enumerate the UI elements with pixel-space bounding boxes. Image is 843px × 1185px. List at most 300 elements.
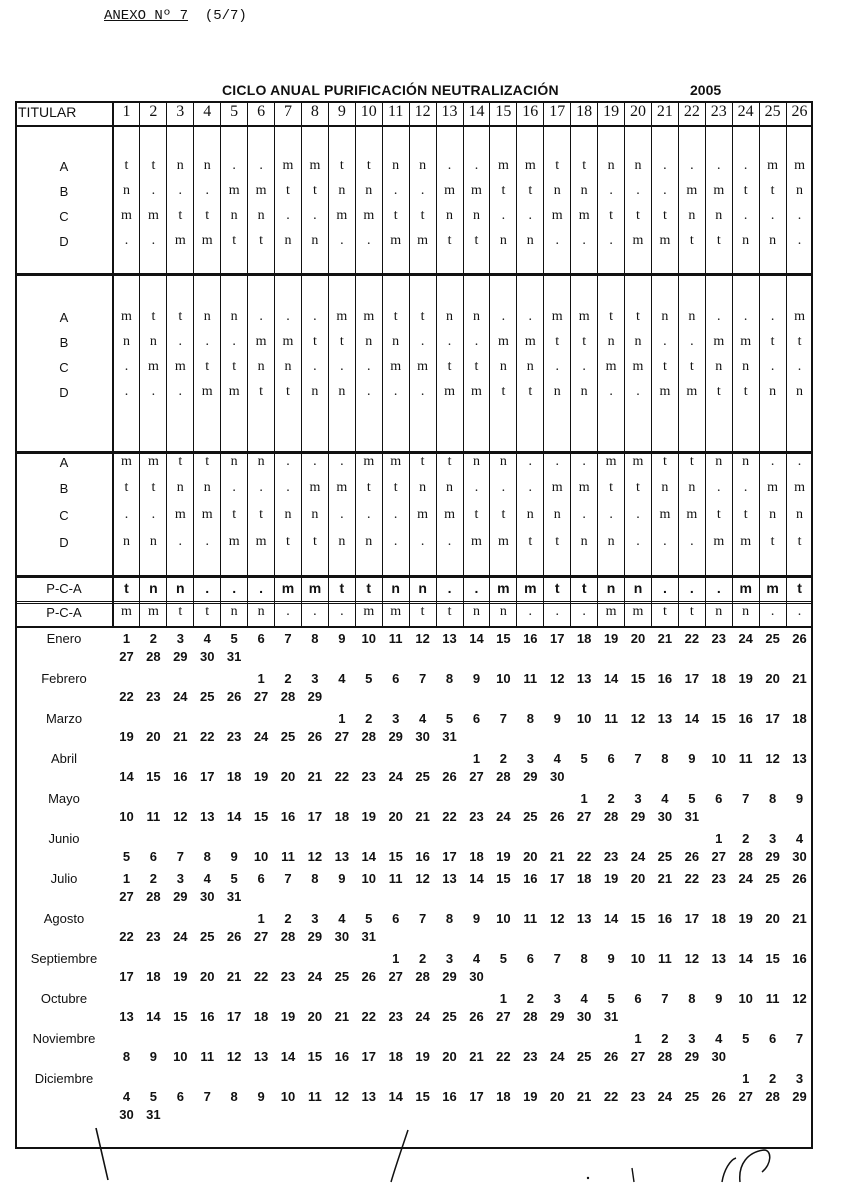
- calendar-day: 8: [311, 631, 319, 646]
- calendar-day: 24: [415, 1009, 430, 1024]
- calendar-day: 5: [365, 911, 373, 926]
- calendar-day: 19: [738, 911, 753, 926]
- pca-cell: m: [363, 604, 375, 619]
- shift-cell: t: [662, 454, 667, 469]
- pca-cell: .: [447, 580, 452, 596]
- calendar-day: 9: [472, 671, 481, 686]
- shift-cell: .: [770, 359, 775, 374]
- calendar-day: 7: [284, 871, 292, 886]
- shift-cell: m: [282, 334, 294, 349]
- column-header: 1: [122, 103, 131, 120]
- calendar-day: 21: [657, 631, 673, 646]
- pca-cell: n: [230, 604, 238, 619]
- shift-cell: .: [232, 334, 236, 349]
- calendar-day: 10: [361, 871, 376, 886]
- shift-cell: m: [524, 334, 536, 349]
- shift-cell: n: [149, 534, 157, 549]
- calendar-day: 6: [715, 791, 723, 806]
- calendar-day: 16: [657, 911, 673, 926]
- row-separator: [15, 125, 813, 127]
- shift-cell: t: [609, 309, 614, 324]
- calendar-day: 29: [549, 1009, 565, 1024]
- pca-cell: n: [176, 580, 185, 596]
- calendar-day: 8: [445, 671, 454, 686]
- calendar-day: 5: [122, 849, 131, 864]
- calendar-day: 24: [657, 1089, 673, 1104]
- calendar-day: 10: [173, 1049, 188, 1064]
- calendar-day: 14: [146, 1009, 161, 1024]
- shift-cell: t: [609, 208, 614, 223]
- pca-cell: m: [605, 604, 617, 619]
- crew-label: B: [59, 335, 69, 350]
- pca-cell: m: [121, 604, 132, 619]
- shift-cell: .: [770, 309, 775, 324]
- calendar-day: 29: [523, 769, 538, 784]
- shift-cell: m: [740, 334, 752, 349]
- shift-cell: t: [393, 480, 398, 495]
- calendar-day: 17: [119, 969, 134, 984]
- shift-cell: .: [609, 384, 613, 399]
- shift-cell: n: [230, 309, 238, 324]
- column-header: 12: [414, 103, 431, 120]
- shift-cell: .: [663, 334, 667, 349]
- calendar-day: 26: [226, 929, 242, 944]
- crew-label: A: [59, 455, 69, 470]
- calendar-day: 23: [388, 1009, 403, 1024]
- calendar-day: 15: [765, 951, 780, 966]
- calendar-day: 28: [738, 849, 753, 864]
- calendar-day: 26: [442, 769, 457, 784]
- shift-cell: m: [444, 384, 455, 399]
- calendar-day: 11: [738, 751, 753, 766]
- calendar-day: 11: [658, 951, 672, 966]
- shift-cell: n: [257, 208, 265, 223]
- shift-cell: n: [472, 454, 480, 469]
- calendar-day: 19: [253, 769, 269, 784]
- calendar-day: 19: [496, 849, 511, 864]
- calendar-day: 6: [149, 849, 157, 864]
- shift-cell: .: [232, 480, 236, 495]
- calendar-day: 20: [765, 671, 780, 686]
- shift-cell: t: [447, 359, 452, 374]
- shift-cell: n: [338, 384, 346, 399]
- calendar-day: 23: [630, 1089, 646, 1104]
- shift-cell: .: [582, 507, 586, 522]
- calendar-day: 21: [334, 1009, 350, 1024]
- calendar-day: 27: [388, 969, 403, 984]
- calendar-day: 6: [634, 991, 642, 1006]
- calendar-day: 12: [630, 711, 646, 726]
- shift-cell: n: [472, 208, 480, 223]
- calendar-day: 17: [226, 1009, 242, 1024]
- calendar-day: 21: [307, 769, 323, 784]
- calendar-day: 20: [549, 1089, 565, 1104]
- shift-cell: m: [417, 507, 429, 522]
- calendar-day: 11: [146, 809, 161, 824]
- pca-cell: .: [770, 604, 775, 619]
- shift-cell: n: [257, 359, 265, 374]
- calendar-day: 25: [765, 631, 780, 646]
- calendar-day: 19: [173, 969, 188, 984]
- row-separator: [15, 577, 813, 578]
- shift-cell: .: [151, 233, 156, 248]
- shift-cell: t: [501, 183, 506, 198]
- shift-cell: m: [174, 507, 186, 522]
- shift-cell: m: [174, 233, 186, 248]
- shift-cell: m: [363, 309, 375, 324]
- shift-cell: .: [636, 384, 640, 399]
- calendar-day: 8: [580, 951, 588, 966]
- shift-cell: t: [259, 507, 264, 522]
- shift-cell: .: [528, 208, 533, 223]
- pca-cell: .: [474, 580, 479, 596]
- calendar-day: 22: [684, 871, 700, 886]
- calendar-day: 29: [684, 1049, 700, 1064]
- calendar-day: 27: [119, 649, 134, 664]
- shift-cell: .: [717, 158, 721, 173]
- calendar-day: 8: [768, 791, 777, 806]
- shift-cell: n: [284, 507, 292, 522]
- shift-cell: m: [605, 359, 617, 374]
- calendar-day: 23: [146, 929, 161, 944]
- calendar-day: 8: [311, 871, 319, 886]
- shift-cell: .: [770, 454, 775, 469]
- calendar-day: 18: [711, 671, 726, 686]
- column-header: 19: [603, 103, 620, 120]
- calendar-day: 10: [280, 1089, 296, 1104]
- shift-cell: n: [122, 534, 130, 549]
- shift-cell: t: [797, 534, 802, 549]
- shift-cell: m: [794, 309, 805, 324]
- shift-cell: n: [176, 480, 184, 495]
- calendar-day: 5: [230, 631, 238, 646]
- calendar-day: 25: [199, 689, 215, 704]
- shift-cell: m: [336, 309, 348, 324]
- calendar-day: 28: [657, 1049, 673, 1064]
- calendar-day: 10: [119, 809, 134, 824]
- calendar-day: 17: [765, 711, 780, 726]
- shift-cell: m: [794, 480, 805, 495]
- pca-cell: m: [308, 580, 322, 596]
- calendar-day: 30: [199, 649, 215, 664]
- calendar-day: 22: [496, 1049, 511, 1064]
- calendar-day: 17: [549, 631, 565, 646]
- calendar-day: 22: [119, 929, 134, 944]
- calendar-day: 7: [634, 751, 642, 766]
- calendar-day: 25: [684, 1089, 700, 1104]
- calendar-day: 29: [792, 1089, 807, 1104]
- calendar-day: 30: [415, 729, 430, 744]
- calendar-day: 7: [418, 911, 427, 926]
- shift-cell: m: [713, 534, 725, 549]
- shift-cell: .: [501, 480, 506, 495]
- calendar-day: 12: [549, 911, 565, 926]
- shift-cell: .: [367, 359, 371, 374]
- pca-cell: n: [391, 580, 400, 596]
- annex-label: [104, 8, 247, 24]
- pca-cell: t: [205, 604, 210, 619]
- shift-cell: n: [688, 480, 696, 495]
- calendar-day: 27: [576, 809, 592, 824]
- shift-cell: n: [419, 480, 427, 495]
- shift-cell: n: [311, 233, 319, 248]
- calendar-day: 18: [711, 911, 726, 926]
- calendar-day: 6: [257, 871, 265, 886]
- calendar-day: 2: [284, 911, 292, 926]
- calendar-day: 4: [715, 1031, 723, 1046]
- calendar-day: 13: [442, 871, 457, 886]
- calendar-day: 11: [523, 911, 538, 926]
- shift-cell: m: [767, 158, 779, 173]
- calendar-day: 16: [280, 809, 296, 824]
- calendar-day: 2: [149, 871, 157, 886]
- calendar-day: 11: [281, 849, 295, 864]
- shift-cell: .: [151, 384, 156, 399]
- shift-cell: t: [555, 334, 560, 349]
- shift-cell: m: [632, 359, 644, 374]
- calendar-day: 13: [119, 1009, 134, 1024]
- shift-cell: t: [743, 183, 748, 198]
- shift-cell: .: [286, 309, 290, 324]
- calendar-day: 4: [795, 831, 804, 846]
- row-separator: [15, 601, 813, 602]
- shift-cell: m: [659, 507, 671, 522]
- calendar-day: 19: [415, 1049, 430, 1064]
- shift-cell: .: [582, 359, 586, 374]
- pca-cell: t: [662, 604, 667, 619]
- calendar-day: 24: [630, 849, 646, 864]
- calendar-day: 18: [792, 711, 807, 726]
- shift-cell: .: [609, 183, 613, 198]
- shift-cell: t: [205, 454, 210, 469]
- calendar-day: 25: [415, 769, 430, 784]
- calendar-day: 30: [711, 1049, 726, 1064]
- shift-cell: .: [528, 454, 533, 469]
- shift-cell: n: [284, 359, 292, 374]
- calendar-day: 6: [472, 711, 481, 726]
- rotation-table: [15, 101, 813, 1149]
- shift-cell: .: [286, 208, 290, 223]
- calendar-day: 16: [523, 631, 538, 646]
- crew-label: D: [59, 535, 69, 550]
- column-header: 11: [387, 103, 404, 120]
- calendar-day: 4: [580, 991, 588, 1006]
- shift-cell: m: [390, 359, 402, 374]
- shift-cell: .: [151, 507, 156, 522]
- calendar-day: 24: [388, 769, 403, 784]
- calendar-day: 14: [603, 671, 619, 686]
- shift-cell: t: [743, 384, 748, 399]
- shift-cell: n: [553, 183, 561, 198]
- calendar-day: 3: [445, 951, 454, 966]
- shift-cell: .: [663, 183, 667, 198]
- pca-cell: m: [497, 580, 510, 596]
- calendar-day: 1: [472, 751, 481, 766]
- calendar-day: 7: [795, 1031, 804, 1046]
- year-label: 2005: [690, 82, 722, 98]
- pca-cell: m: [147, 604, 159, 619]
- shift-cell: n: [311, 384, 319, 399]
- shift-cell: m: [471, 384, 482, 399]
- shift-cell: .: [232, 158, 236, 173]
- shift-cell: m: [174, 359, 186, 374]
- shift-cell: t: [447, 233, 452, 248]
- pca-cell: m: [766, 580, 779, 596]
- calendar-day: 15: [496, 871, 511, 886]
- shift-cell: n: [526, 233, 534, 248]
- calendar-day: 30: [657, 809, 673, 824]
- shift-cell: m: [363, 208, 375, 223]
- shift-cell: t: [312, 334, 317, 349]
- shift-cell: t: [662, 208, 667, 223]
- shift-cell: m: [659, 384, 671, 399]
- calendar-day: 9: [257, 1089, 265, 1104]
- calendar-day: 29: [307, 689, 323, 704]
- shift-cell: .: [528, 480, 533, 495]
- shift-cell: m: [255, 334, 267, 349]
- calendar-day: 4: [661, 791, 669, 806]
- calendar-day: 25: [523, 809, 538, 824]
- shift-cell: t: [770, 183, 775, 198]
- calendar-day: 17: [199, 769, 215, 784]
- calendar-day: 3: [553, 991, 561, 1006]
- calendar-day: 1: [634, 1031, 642, 1046]
- crew-label: A: [59, 310, 69, 325]
- shift-cell: t: [420, 208, 425, 223]
- column-header: 5: [230, 103, 239, 120]
- calendar-day: 5: [688, 791, 696, 806]
- calendar-day: 15: [253, 809, 269, 824]
- shift-cell: m: [767, 480, 779, 495]
- shift-cell: n: [203, 480, 211, 495]
- calendar-day: 23: [711, 871, 726, 886]
- shift-cell: m: [309, 158, 321, 173]
- calendar-day: 11: [200, 1049, 215, 1064]
- calendar-day: 22: [603, 1089, 619, 1104]
- calendar-day: 8: [445, 911, 454, 926]
- calendar-day: 19: [738, 671, 753, 686]
- shift-cell: t: [178, 309, 183, 324]
- shift-cell: .: [582, 233, 586, 248]
- calendar-day: 6: [392, 911, 400, 926]
- pca-cell: .: [313, 604, 317, 619]
- calendar-day: 7: [553, 951, 561, 966]
- annex-number: ANEXO Nº 7: [104, 8, 189, 24]
- pca-cell: t: [581, 580, 587, 596]
- calendar-day: 8: [203, 849, 211, 864]
- calendar-day: 11: [523, 671, 538, 686]
- calendar-day: 27: [630, 1049, 646, 1064]
- calendar-day: 8: [230, 1089, 238, 1104]
- calendar-day: 24: [738, 631, 753, 646]
- calendar-day: 1: [392, 951, 400, 966]
- calendar-day: 17: [684, 911, 700, 926]
- calendar-day: 27: [253, 929, 269, 944]
- shift-cell: t: [420, 454, 425, 469]
- shift-cell: .: [259, 309, 263, 324]
- column-header: 24: [737, 103, 754, 120]
- calendar-day: 29: [630, 809, 646, 824]
- calendar-day: 2: [365, 711, 373, 726]
- month-label: Diciembre: [34, 1071, 94, 1086]
- shift-cell: .: [367, 507, 371, 522]
- pca-cell: t: [366, 580, 372, 596]
- calendar-day: 11: [388, 871, 403, 886]
- calendar-day: 19: [361, 809, 376, 824]
- shift-cell: .: [340, 507, 344, 522]
- calendar-day: 8: [526, 711, 534, 726]
- column-header: 6: [257, 103, 266, 120]
- shift-cell: .: [313, 309, 317, 324]
- shift-cell: .: [636, 507, 640, 522]
- calendar-day: 17: [307, 809, 323, 824]
- calendar-day: 31: [603, 1009, 619, 1024]
- shift-cell: n: [446, 480, 454, 495]
- shift-cell: n: [607, 534, 615, 549]
- shift-cell: .: [340, 359, 344, 374]
- calendar-day: 23: [523, 1049, 538, 1064]
- calendar-day: 15: [496, 631, 511, 646]
- calendar-day: 17: [442, 849, 457, 864]
- shift-cell: .: [474, 480, 479, 495]
- shift-cell: m: [147, 208, 159, 223]
- calendar-day: 1: [742, 1071, 750, 1086]
- month-label: Noviembre: [32, 1031, 96, 1046]
- shift-cell: m: [471, 534, 482, 549]
- calendar-day: 18: [388, 1049, 403, 1064]
- calendar-day: 9: [688, 751, 696, 766]
- calendar-day: 26: [307, 729, 323, 744]
- shift-cell: .: [528, 309, 533, 324]
- calendar-day: 30: [576, 1009, 592, 1024]
- shift-cell: n: [796, 384, 804, 399]
- calendar-day: 14: [280, 1049, 296, 1064]
- shift-cell: t: [205, 208, 210, 223]
- shift-cell: m: [201, 233, 213, 248]
- calendar-day: 8: [661, 751, 669, 766]
- shift-cell: m: [659, 233, 671, 248]
- calendar-day: 9: [607, 951, 615, 966]
- shift-cell: n: [176, 158, 184, 173]
- shift-cell: m: [686, 507, 698, 522]
- column-header: 21: [656, 103, 673, 120]
- shift-cell: n: [338, 534, 346, 549]
- shift-cell: t: [528, 534, 533, 549]
- pca-cell: t: [797, 580, 802, 596]
- shift-cell: .: [124, 384, 129, 399]
- shift-cell: t: [770, 334, 775, 349]
- calendar-day: 5: [365, 671, 373, 686]
- calendar-day: 28: [146, 649, 161, 664]
- pca-cell: .: [528, 604, 533, 619]
- signature-marks: [0, 1120, 843, 1185]
- calendar-day: 13: [792, 751, 807, 766]
- shift-cell: n: [284, 233, 292, 248]
- shift-cell: .: [609, 233, 613, 248]
- calendar-day: 27: [469, 769, 484, 784]
- shift-cell: t: [528, 183, 533, 198]
- crew-label: B: [59, 481, 69, 496]
- pca-cell: .: [205, 580, 210, 596]
- shift-cell: n: [634, 334, 642, 349]
- calendar-day: 12: [415, 871, 430, 886]
- shift-cell: n: [742, 454, 750, 469]
- calendar-day: 9: [795, 791, 804, 806]
- calendar-day: 30: [549, 769, 565, 784]
- calendar-day: 27: [738, 1089, 753, 1104]
- calendar-day: 3: [768, 831, 777, 846]
- shift-cell: n: [499, 359, 507, 374]
